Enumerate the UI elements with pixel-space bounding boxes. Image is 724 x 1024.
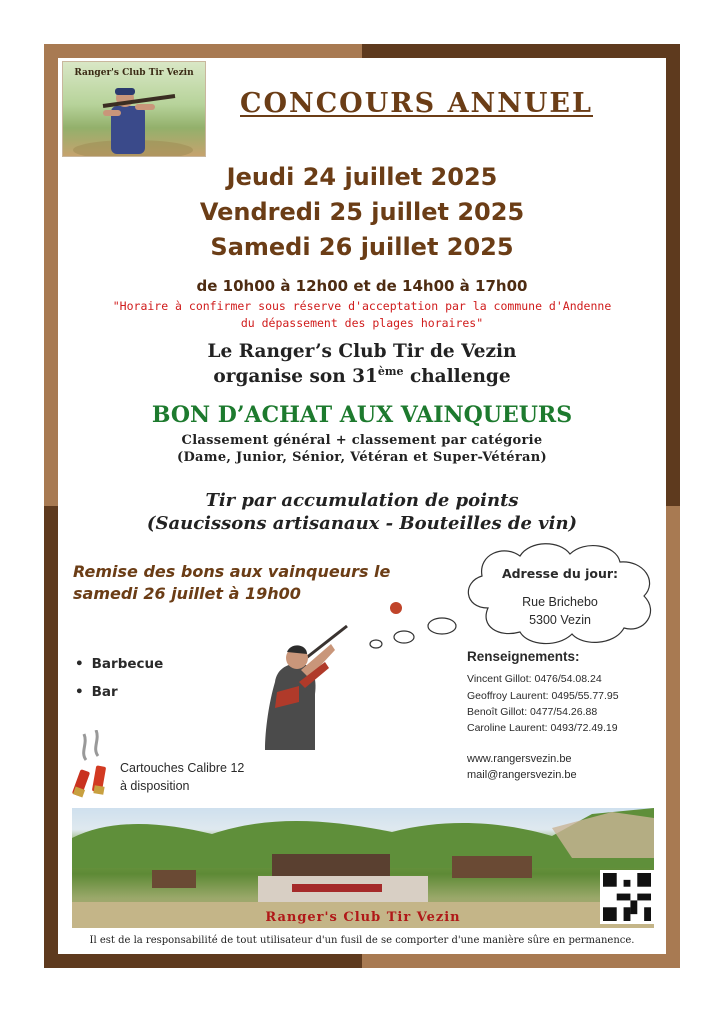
- address-cloud: [458, 538, 664, 648]
- shooter-logo-illustration: [63, 62, 205, 156]
- venue-caption: Ranger's Club Tir Vezin: [265, 910, 461, 925]
- address-city: 5300 Vezin: [529, 613, 591, 627]
- categories-line: (Dame, Junior, Sénior, Vétéran et Super-Vétéran): [177, 450, 547, 465]
- challenge-text: organise son 31: [213, 366, 378, 388]
- award-line: Remise des bons aux vainqueurs le: [73, 562, 391, 581]
- shooter-illustration: [255, 622, 355, 752]
- schedule-note: "Horaire à confirmer sous réserve d'acceptation par la commune d'Andenne: [112, 299, 612, 313]
- qr-code[interactable]: [600, 870, 654, 924]
- address-street: Rue Brichebo: [522, 595, 598, 609]
- safety-footer: Il est de la responsabilité de tout utilisateur d'un fusil de se comporter d'une manière sûre en permanence.: [89, 935, 635, 946]
- cartridges-icon: [70, 730, 118, 800]
- voucher-heading: BON D’ACHAT AUX VAINQUEURS: [151, 402, 573, 428]
- thought-bubbles: [368, 600, 458, 652]
- challenge-line: [60, 365, 664, 387]
- cartridges-availability: à disposition: [120, 779, 190, 793]
- challenge-text: challenge: [403, 366, 511, 388]
- website-link[interactable]: www.rangersvezin.be: [467, 753, 572, 765]
- ordinal-suffix: ème: [377, 365, 404, 378]
- date-line: Samedi 26 juillet 2025: [210, 233, 514, 261]
- contact-line: Geoffroy Laurent: 0495/55.77.95: [467, 690, 619, 702]
- date-line: Jeudi 24 juillet 2025: [226, 163, 498, 191]
- contact-line: Caroline Laurent: 0493/72.49.19: [467, 722, 618, 734]
- list-item: • Bar: [75, 684, 118, 700]
- email-link[interactable]: mail@rangersvezin.be: [467, 769, 577, 781]
- schedule-note: du dépassement des plages horaires": [240, 316, 484, 330]
- award-date: samedi 26 juillet à 19h00: [73, 584, 301, 603]
- opening-hours: de 10h00 à 12h00 et de 14h00 à 17h00: [196, 277, 528, 295]
- address-title: Adresse du jour:: [501, 566, 619, 581]
- date-line: Vendredi 25 juillet 2025: [199, 198, 525, 226]
- club-line: Le Ranger’s Club Tir de Vezin: [207, 341, 517, 362]
- shooting-format: Tir par accumulation de points: [205, 490, 519, 511]
- page-title: CONCOURS ANNUEL: [240, 88, 593, 119]
- contact-line: Benoît Gillot: 0477/54.26.88: [467, 706, 598, 718]
- info-title: Renseignements:: [467, 649, 580, 664]
- contact-line: Vincent Gillot: 0476/54.08.24: [467, 673, 602, 685]
- list-item: • Barbecue: [75, 656, 163, 672]
- cartridges-label: Cartouches Calibre 12: [120, 761, 245, 775]
- club-logo: [62, 61, 206, 157]
- prizes-line: (Saucissons artisanaux - Bouteilles de vin): [146, 513, 578, 534]
- logo-text: Ranger's Club Tir Vezin: [74, 68, 194, 78]
- ranking-line: Classement général + classement par catégorie: [181, 433, 543, 448]
